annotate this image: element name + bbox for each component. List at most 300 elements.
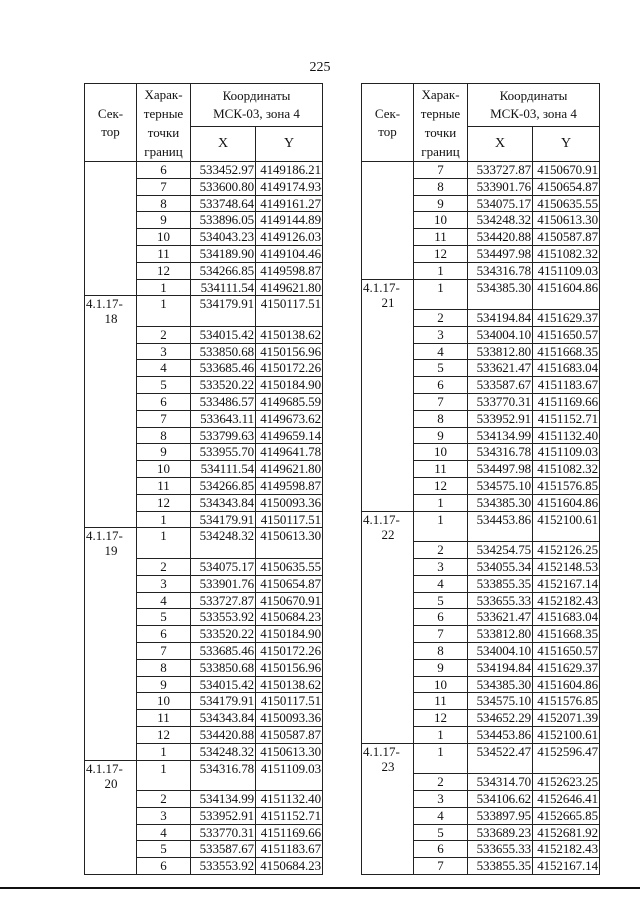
y-coordinate-cell: 4152167.14 xyxy=(533,858,600,875)
table-row xyxy=(362,575,600,592)
y-coordinate-cell: 4150670.91 xyxy=(533,162,600,179)
y-coordinate-cell: 4151109.03 xyxy=(533,444,600,461)
x-coordinate-cell: 534385.30 xyxy=(468,676,533,693)
x-coordinate-cell: 534385.30 xyxy=(468,279,533,310)
table-row xyxy=(85,676,323,693)
header-coordinates: Координаты МСК-03, зона 4 xyxy=(191,84,323,127)
point-number-cell: 2 xyxy=(414,542,468,559)
sector-cell: 4.1.17- 22 xyxy=(362,511,414,542)
y-coordinate-cell: 4150654.87 xyxy=(256,575,323,592)
sector-cell xyxy=(85,710,137,727)
sector-cell xyxy=(85,394,137,411)
point-number-cell: 6 xyxy=(137,162,191,179)
point-number-cell: 4 xyxy=(137,592,191,609)
x-coordinate-cell: 533727.87 xyxy=(468,162,533,179)
table-row xyxy=(362,841,600,858)
sector-cell xyxy=(362,824,414,841)
x-coordinate-cell: 533587.67 xyxy=(468,377,533,394)
y-coordinate-cell: 4150635.55 xyxy=(533,195,600,212)
table-row xyxy=(85,427,323,444)
point-number-cell: 11 xyxy=(137,245,191,262)
sector-cell xyxy=(85,726,137,743)
x-coordinate-cell: 534106.62 xyxy=(468,791,533,808)
sector-cell xyxy=(362,245,414,262)
point-number-cell: 9 xyxy=(137,676,191,693)
sector-cell xyxy=(362,178,414,195)
sector-cell xyxy=(85,659,137,676)
x-coordinate-cell: 533553.92 xyxy=(191,609,256,626)
table-row xyxy=(362,212,600,229)
table-row xyxy=(85,693,323,710)
y-coordinate-cell: 4149659.14 xyxy=(256,427,323,444)
point-number-cell: 7 xyxy=(414,626,468,643)
sector-cell xyxy=(85,676,137,693)
table-row xyxy=(362,858,600,875)
point-number-cell: 10 xyxy=(414,676,468,693)
y-coordinate-cell: 4151082.32 xyxy=(533,461,600,478)
sector-cell xyxy=(85,360,137,377)
table-row xyxy=(362,642,600,659)
y-coordinate-cell: 4150172.26 xyxy=(256,360,323,377)
table-row xyxy=(85,558,323,575)
table-row xyxy=(85,178,323,195)
sector-cell xyxy=(85,642,137,659)
point-number-cell: 10 xyxy=(414,444,468,461)
y-coordinate-cell: 4150117.51 xyxy=(256,296,323,327)
y-coordinate-cell: 4150587.87 xyxy=(533,229,600,246)
page-number: 225 xyxy=(309,60,331,75)
table-row xyxy=(85,710,323,727)
point-number-cell: 9 xyxy=(137,212,191,229)
sector-cell xyxy=(362,394,414,411)
point-number-cell: 4 xyxy=(137,824,191,841)
sector-cell xyxy=(362,343,414,360)
table-row xyxy=(85,245,323,262)
point-number-cell: 4 xyxy=(414,343,468,360)
table-row xyxy=(362,162,600,179)
point-number-cell: 12 xyxy=(414,478,468,495)
y-coordinate-cell: 4149161.27 xyxy=(256,195,323,212)
y-coordinate-cell: 4149641.78 xyxy=(256,444,323,461)
y-coordinate-cell: 4151668.35 xyxy=(533,626,600,643)
sector-cell xyxy=(362,377,414,394)
point-number-cell: 6 xyxy=(137,858,191,875)
sector-cell xyxy=(362,444,414,461)
header-sector: Сек- тор xyxy=(362,84,414,162)
table-row xyxy=(362,229,600,246)
y-coordinate-cell: 4150138.62 xyxy=(256,676,323,693)
y-coordinate-cell: 4150670.91 xyxy=(256,592,323,609)
y-coordinate-cell: 4151109.03 xyxy=(533,262,600,279)
x-coordinate-cell: 534575.10 xyxy=(468,693,533,710)
point-number-cell: 4 xyxy=(414,807,468,824)
y-coordinate-cell: 4152100.61 xyxy=(533,511,600,542)
x-coordinate-cell: 534111.54 xyxy=(191,279,256,296)
table-row xyxy=(362,609,600,626)
point-number-cell: 3 xyxy=(137,343,191,360)
table-row xyxy=(362,410,600,427)
x-coordinate-cell: 533685.46 xyxy=(191,360,256,377)
y-coordinate-cell: 4149144.89 xyxy=(256,212,323,229)
sector-cell xyxy=(85,858,137,875)
header-coordinates: Координаты МСК-03, зона 4 xyxy=(468,84,600,127)
sector-cell xyxy=(85,494,137,511)
point-number-cell: 9 xyxy=(414,659,468,676)
sector-cell xyxy=(85,807,137,824)
y-coordinate-cell: 4150184.90 xyxy=(256,377,323,394)
y-coordinate-cell: 4151604.86 xyxy=(533,494,600,511)
x-coordinate-cell: 533643.11 xyxy=(191,410,256,427)
y-coordinate-cell: 4151152.71 xyxy=(533,410,600,427)
x-coordinate-cell: 534075.17 xyxy=(191,558,256,575)
y-coordinate-cell: 4152623.25 xyxy=(533,774,600,791)
y-coordinate-cell: 4149598.87 xyxy=(256,262,323,279)
x-coordinate-cell: 534189.90 xyxy=(191,245,256,262)
x-coordinate-cell: 534343.84 xyxy=(191,710,256,727)
point-number-cell: 12 xyxy=(414,245,468,262)
x-coordinate-cell: 534522.47 xyxy=(468,743,533,774)
sector-cell xyxy=(362,262,414,279)
y-coordinate-cell: 4149685.59 xyxy=(256,394,323,411)
table-row xyxy=(362,377,600,394)
x-coordinate-cell: 534575.10 xyxy=(468,478,533,495)
y-coordinate-cell: 4149621.80 xyxy=(256,279,323,296)
table-row xyxy=(85,760,323,791)
sector-cell: 4.1.17- 19 xyxy=(85,528,137,559)
table-row xyxy=(85,410,323,427)
x-coordinate-cell: 534134.99 xyxy=(468,427,533,444)
y-coordinate-cell: 4151604.86 xyxy=(533,279,600,310)
sector-cell xyxy=(362,195,414,212)
point-number-cell: 9 xyxy=(137,444,191,461)
header-characteristic-points: Харак- терные точки границ xyxy=(414,84,468,162)
sector-cell xyxy=(362,807,414,824)
y-coordinate-cell: 4150093.36 xyxy=(256,710,323,727)
point-number-cell: 1 xyxy=(137,743,191,760)
x-coordinate-cell: 534179.91 xyxy=(191,693,256,710)
y-coordinate-cell: 4151629.37 xyxy=(533,659,600,676)
sector-cell xyxy=(362,858,414,875)
sector-cell xyxy=(362,162,414,179)
header-x: X xyxy=(191,126,256,161)
table-row xyxy=(85,609,323,626)
point-number-cell: 7 xyxy=(137,178,191,195)
point-number-cell: 5 xyxy=(414,360,468,377)
x-coordinate-cell: 534316.78 xyxy=(468,262,533,279)
point-number-cell: 6 xyxy=(414,377,468,394)
point-number-cell: 10 xyxy=(414,212,468,229)
x-coordinate-cell: 534497.98 xyxy=(468,245,533,262)
y-coordinate-cell: 4149621.80 xyxy=(256,461,323,478)
y-coordinate-cell: 4152167.14 xyxy=(533,575,600,592)
table-row xyxy=(362,824,600,841)
sector-cell xyxy=(85,791,137,808)
y-coordinate-cell: 4151152.71 xyxy=(256,807,323,824)
point-number-cell: 1 xyxy=(414,743,468,774)
x-coordinate-cell: 533855.35 xyxy=(468,575,533,592)
sector-cell xyxy=(362,609,414,626)
x-coordinate-cell: 534134.99 xyxy=(191,791,256,808)
table-row xyxy=(362,511,600,542)
x-coordinate-cell: 533770.31 xyxy=(468,394,533,411)
sector-cell xyxy=(85,743,137,760)
x-coordinate-cell: 533770.31 xyxy=(191,824,256,841)
point-number-cell: 3 xyxy=(137,807,191,824)
y-coordinate-cell: 4150635.55 xyxy=(256,558,323,575)
y-coordinate-cell: 4152182.43 xyxy=(533,592,600,609)
x-coordinate-cell: 534385.30 xyxy=(468,494,533,511)
point-number-cell: 7 xyxy=(137,642,191,659)
point-number-cell: 7 xyxy=(137,410,191,427)
y-coordinate-cell: 4150587.87 xyxy=(256,726,323,743)
y-coordinate-cell: 4151576.85 xyxy=(533,693,600,710)
point-number-cell: 8 xyxy=(414,178,468,195)
sector-cell xyxy=(362,212,414,229)
table-row xyxy=(362,478,600,495)
point-number-cell: 2 xyxy=(414,774,468,791)
x-coordinate-cell: 534266.85 xyxy=(191,262,256,279)
x-coordinate-cell: 534420.88 xyxy=(191,726,256,743)
sector-cell xyxy=(362,642,414,659)
x-coordinate-cell: 533452.97 xyxy=(191,162,256,179)
sector-cell xyxy=(85,824,137,841)
table-row xyxy=(85,575,323,592)
y-coordinate-cell: 4151082.32 xyxy=(533,245,600,262)
x-coordinate-cell: 533952.91 xyxy=(468,410,533,427)
sector-cell xyxy=(362,774,414,791)
table-row xyxy=(85,858,323,875)
x-coordinate-cell: 533600.80 xyxy=(191,178,256,195)
sector-cell xyxy=(362,575,414,592)
sector-cell xyxy=(85,626,137,643)
header-x: X xyxy=(468,126,533,161)
x-coordinate-cell: 534248.32 xyxy=(191,528,256,559)
table-row xyxy=(85,212,323,229)
point-number-cell: 3 xyxy=(137,575,191,592)
point-number-cell: 12 xyxy=(414,710,468,727)
table-row xyxy=(362,791,600,808)
sector-cell xyxy=(362,676,414,693)
table-row xyxy=(85,162,323,179)
sector-cell xyxy=(362,360,414,377)
point-number-cell: 4 xyxy=(137,360,191,377)
table-row xyxy=(362,710,600,727)
coordinates-table-left xyxy=(84,83,323,875)
table-row xyxy=(85,642,323,659)
sector-cell xyxy=(85,461,137,478)
sector-cell xyxy=(362,558,414,575)
x-coordinate-cell: 534075.17 xyxy=(468,195,533,212)
sector-cell xyxy=(362,427,414,444)
table-row xyxy=(362,279,600,310)
x-coordinate-cell: 533901.76 xyxy=(191,575,256,592)
y-coordinate-cell: 4149126.03 xyxy=(256,229,323,246)
y-coordinate-cell: 4151604.86 xyxy=(533,676,600,693)
sector-cell xyxy=(85,195,137,212)
point-number-cell: 12 xyxy=(137,726,191,743)
point-number-cell: 11 xyxy=(137,710,191,727)
x-coordinate-cell: 533896.05 xyxy=(191,212,256,229)
sector-cell xyxy=(362,229,414,246)
y-coordinate-cell: 4151109.03 xyxy=(256,760,323,791)
point-number-cell: 5 xyxy=(137,841,191,858)
sector-cell xyxy=(362,841,414,858)
y-coordinate-cell: 4150613.30 xyxy=(256,743,323,760)
point-number-cell: 4 xyxy=(414,575,468,592)
y-coordinate-cell: 4149673.62 xyxy=(256,410,323,427)
y-coordinate-cell: 4151132.40 xyxy=(256,791,323,808)
y-coordinate-cell: 4150093.36 xyxy=(256,494,323,511)
table-row xyxy=(362,807,600,824)
table-row xyxy=(85,528,323,559)
table-row xyxy=(362,262,600,279)
y-coordinate-cell: 4152665.85 xyxy=(533,807,600,824)
header-y: Y xyxy=(256,126,323,161)
point-number-cell: 3 xyxy=(414,558,468,575)
y-coordinate-cell: 4151169.66 xyxy=(533,394,600,411)
x-coordinate-cell: 534420.88 xyxy=(468,229,533,246)
table-row xyxy=(85,461,323,478)
y-coordinate-cell: 4151629.37 xyxy=(533,310,600,327)
table-row xyxy=(85,279,323,296)
table-row xyxy=(85,296,323,327)
point-number-cell: 1 xyxy=(414,279,468,310)
y-coordinate-cell: 4151576.85 xyxy=(533,478,600,495)
point-number-cell: 10 xyxy=(137,229,191,246)
table-row xyxy=(85,511,323,528)
y-coordinate-cell: 4152646.41 xyxy=(533,791,600,808)
x-coordinate-cell: 534111.54 xyxy=(191,461,256,478)
y-coordinate-cell: 4151132.40 xyxy=(533,427,600,444)
y-coordinate-cell: 4152681.92 xyxy=(533,824,600,841)
x-coordinate-cell: 533587.67 xyxy=(191,841,256,858)
table-row xyxy=(362,310,600,327)
sector-cell xyxy=(85,427,137,444)
table-row xyxy=(85,229,323,246)
point-number-cell: 1 xyxy=(414,511,468,542)
point-number-cell: 11 xyxy=(137,478,191,495)
x-coordinate-cell: 533655.33 xyxy=(468,592,533,609)
coordinates-table-right xyxy=(361,83,600,875)
table-row xyxy=(362,726,600,743)
x-coordinate-cell: 534015.42 xyxy=(191,326,256,343)
point-number-cell: 1 xyxy=(137,528,191,559)
y-coordinate-cell: 4152126.25 xyxy=(533,542,600,559)
sector-cell xyxy=(85,326,137,343)
y-coordinate-cell: 4151683.04 xyxy=(533,609,600,626)
x-coordinate-cell: 534254.75 xyxy=(468,542,533,559)
x-coordinate-cell: 534266.85 xyxy=(191,478,256,495)
point-number-cell: 1 xyxy=(414,262,468,279)
x-coordinate-cell: 533952.91 xyxy=(191,807,256,824)
y-coordinate-cell: 4150138.62 xyxy=(256,326,323,343)
y-coordinate-cell: 4151169.66 xyxy=(256,824,323,841)
sector-cell xyxy=(85,212,137,229)
point-number-cell: 12 xyxy=(137,262,191,279)
point-number-cell: 2 xyxy=(137,558,191,575)
x-coordinate-cell: 534179.91 xyxy=(191,296,256,327)
y-coordinate-cell: 4150184.90 xyxy=(256,626,323,643)
table-row xyxy=(362,558,600,575)
table-row xyxy=(85,262,323,279)
sector-cell xyxy=(85,229,137,246)
point-number-cell: 8 xyxy=(137,659,191,676)
point-number-cell: 2 xyxy=(137,791,191,808)
x-coordinate-cell: 533727.87 xyxy=(191,592,256,609)
table-row xyxy=(85,478,323,495)
x-coordinate-cell: 534004.10 xyxy=(468,326,533,343)
sector-cell xyxy=(85,609,137,626)
y-coordinate-cell: 4151668.35 xyxy=(533,343,600,360)
table-row xyxy=(362,592,600,609)
x-coordinate-cell: 534314.70 xyxy=(468,774,533,791)
point-number-cell: 6 xyxy=(414,841,468,858)
point-number-cell: 9 xyxy=(414,427,468,444)
table-row xyxy=(362,394,600,411)
y-coordinate-cell: 4150613.30 xyxy=(533,212,600,229)
sector-cell: 4.1.17- 21 xyxy=(362,279,414,310)
sector-cell xyxy=(85,279,137,296)
table-row xyxy=(362,542,600,559)
y-coordinate-cell: 4149104.46 xyxy=(256,245,323,262)
table-row xyxy=(85,444,323,461)
sector-cell xyxy=(85,693,137,710)
table-row xyxy=(362,444,600,461)
header-characteristic-points: Харак- терные точки границ xyxy=(137,84,191,162)
point-number-cell: 6 xyxy=(414,609,468,626)
y-coordinate-cell: 4151183.67 xyxy=(533,377,600,394)
y-coordinate-cell: 4152596.47 xyxy=(533,743,600,774)
y-coordinate-cell: 4151183.67 xyxy=(256,841,323,858)
table-row xyxy=(85,343,323,360)
table-row xyxy=(362,494,600,511)
y-coordinate-cell: 4150684.23 xyxy=(256,858,323,875)
sector-cell: 4.1.17- 20 xyxy=(85,760,137,791)
point-number-cell: 1 xyxy=(137,760,191,791)
x-coordinate-cell: 534194.84 xyxy=(468,659,533,676)
x-coordinate-cell: 534343.84 xyxy=(191,494,256,511)
point-number-cell: 9 xyxy=(414,195,468,212)
table-row xyxy=(362,360,600,377)
sector-cell xyxy=(85,377,137,394)
table-row xyxy=(85,326,323,343)
table-row xyxy=(362,659,600,676)
sector-cell xyxy=(362,494,414,511)
x-coordinate-cell: 533748.64 xyxy=(191,195,256,212)
table-row xyxy=(362,427,600,444)
point-number-cell: 7 xyxy=(414,162,468,179)
x-coordinate-cell: 534497.98 xyxy=(468,461,533,478)
x-coordinate-cell: 533553.92 xyxy=(191,858,256,875)
table-row xyxy=(85,494,323,511)
table-row xyxy=(362,461,600,478)
point-number-cell: 7 xyxy=(414,394,468,411)
sector-cell xyxy=(362,626,414,643)
point-number-cell: 2 xyxy=(414,310,468,327)
y-coordinate-cell: 4150117.51 xyxy=(256,693,323,710)
table-row xyxy=(85,592,323,609)
table-row xyxy=(362,178,600,195)
table-row xyxy=(85,726,323,743)
x-coordinate-cell: 533850.68 xyxy=(191,659,256,676)
y-coordinate-cell: 4150684.23 xyxy=(256,609,323,626)
sector-cell xyxy=(362,478,414,495)
table-row xyxy=(362,245,600,262)
x-coordinate-cell: 533799.63 xyxy=(191,427,256,444)
x-coordinate-cell: 533812.80 xyxy=(468,626,533,643)
sector-cell xyxy=(85,162,137,179)
point-number-cell: 8 xyxy=(137,427,191,444)
